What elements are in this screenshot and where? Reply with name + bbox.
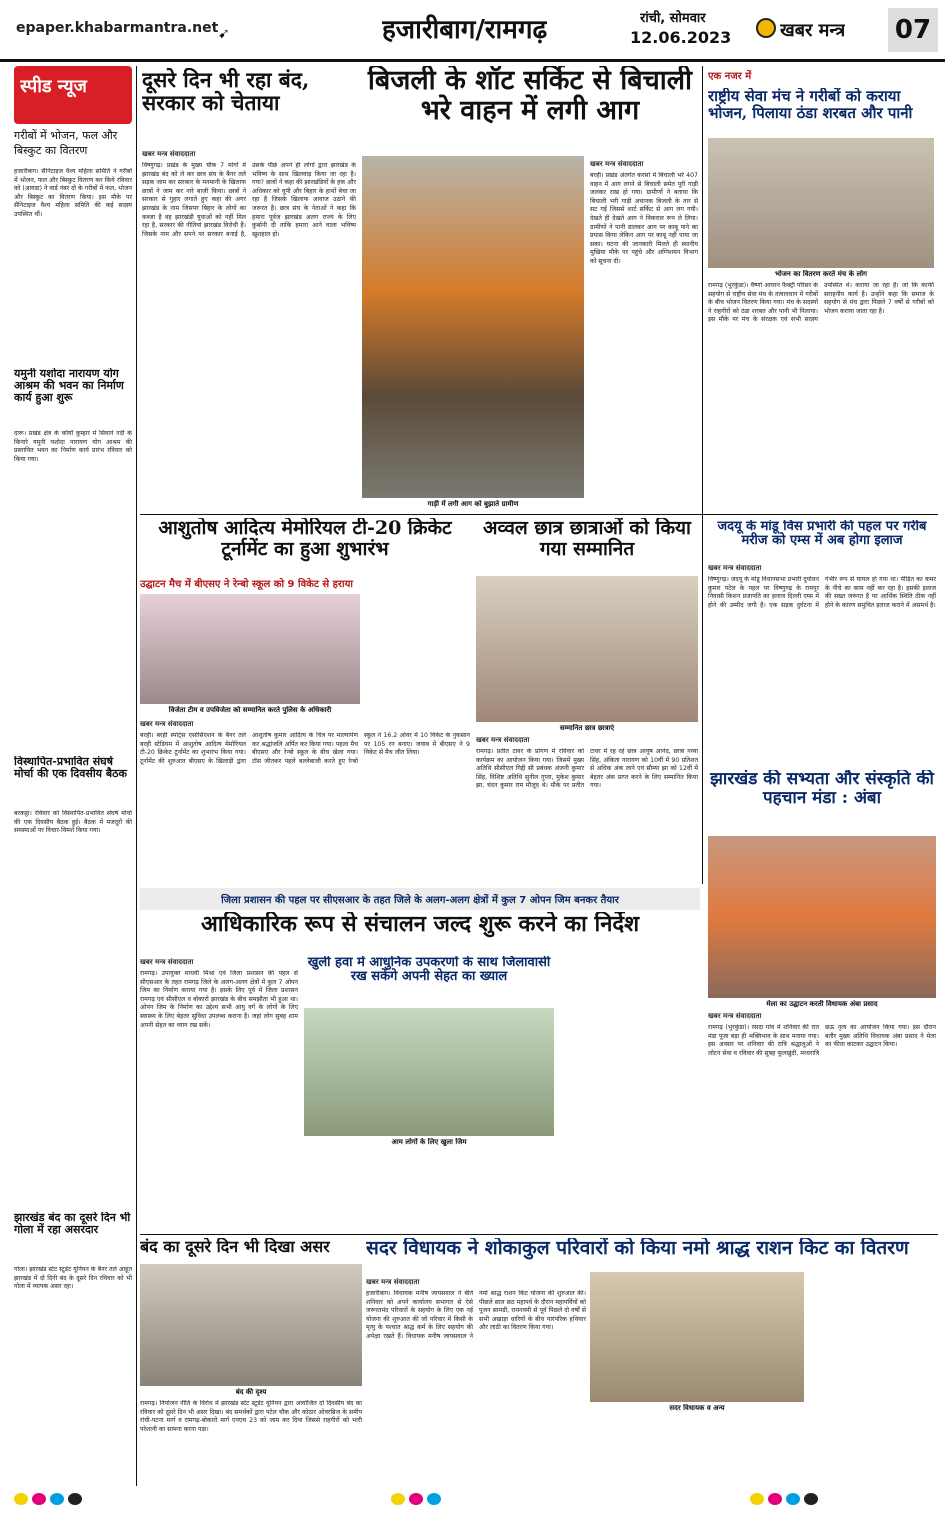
story-1-byline: खबर मन्त्र संवाददाता: [142, 150, 196, 158]
brand-name: खबर मन्त्र: [780, 20, 846, 41]
story-6-body: विष्णुगढ़। जदयू के मांडू विधानसभा प्रभारी दुर्योधन कुमार पटेल के पहल पर विष्णुगढ़ के रामपुर निवासी किशन प्रजापति का इलाज दिल्ली एम्स में होने की उम्मीद जगी है। एक सड़क दुर्घटना में गंभीर रूप से घायल हो गया था। पीड़ित का कमर के नीचे का काम नहीं कर रहा है। इसकी इलाज की सख्त जरूरत है पर आर्थिक स्थिति ठीक नहीं होने के कारण समुचित इलाज कराने में असमर्थ है।: [708, 576, 936, 609]
edition-date: 12.06.2023: [630, 28, 732, 47]
story-10-byline: खबर मन्त्र संवाददाता: [366, 1278, 420, 1286]
column-divider: [702, 514, 703, 884]
story-7-byline: खबर मन्त्र संवाददाता: [708, 1012, 762, 1020]
story-1-headline: दूसरे दिन भी रहा बंद, सरकार को चेताया: [142, 68, 310, 116]
speed-news-title-4: झारखंड बंद का दूसरे दिन भी गोला में रहा असरदार: [14, 1212, 131, 1237]
story-8-byline: खबर मन्त्र संवाददाता: [140, 958, 194, 966]
story-4-headline: आशुतोष आदित्य मेमोरियल टी-20 क्रिकेट टूर्नामेंट का हुआ शुभारंभ: [158, 518, 452, 560]
story-3-photo: [708, 138, 934, 268]
column-divider: [136, 66, 137, 1486]
speed-news-badge: [14, 66, 132, 124]
story-3-caption: भोजन का वितरण करते मंच के लोग: [775, 270, 867, 278]
speed-news-label: स्पीड न्यूज: [20, 76, 87, 97]
row-divider: [140, 1234, 938, 1235]
story-8-body: रामगढ़। उपायुक्त माधवी मिश्रा एवं जिला प्रशासन की पहल से सीएसआर के तहत रामगढ़ जिले के अलग-अलग क्षेत्रों में कुल 7 ओपन जिम का निर्माण कराया गया है। इसके लिए पूर्व में जिला प्रशासन रामगढ़ एवं सीसीएल व बोकारो झारखंड के बीच समझौता भी हुआ था। ओपन जिम के निर्माण का उद्देश्य सभी आयु वर्ग के लोगों के लिए स्वास्थ्य के लिए बेहतर सुविधा उपलब्ध कराना है। जहां लोग सुबह शाम अपनी सेहत का ध्यान रख सकें।: [140, 970, 298, 1029]
story-8-caption: आम लोगों के लिए खुला जिम: [391, 1138, 467, 1146]
speed-news-body-3: बरकट्ठा। रविवार को विस्थापित-प्रभावित संघर्ष मोर्चा की एक दिवसीय बैठक हुई। बैठक में मजदूरों की समस्याओं पर विचार-विमर्श किया गया।: [14, 810, 132, 835]
story-2-body: बरही। प्रखंड अंतर्गत करसो में बिचाली भरे 407 वाहन में आग लगने से बिचाली समेत पूरी गाड़ी जलकर राख हो गया। ग्रामीणों ने बताया कि बिचाली भरी गाड़ी अचानक बिजली के तार से सट गई जिससे शार्ट सर्किट से आग लग गयी। देखते ही देखते आग ने विकराल रूप ले लिया। ग्रामीणों ने पानी डालकर आग पर काबू पाने का प्रयास किया लेकिन आग पर काबू नहीं पाया जा सका। घटना की जानकारी मिलते ही स्थानीय मुखिया मौके पर पहुंचे और अग्निशमन विभाग को सूचना दी।: [590, 172, 698, 265]
story-8-subtitle: खुली हवा में आधुनिक उपकरणों के साथ जिलावासी रख सकेंगे अपनी सेहत का ख्याल: [307, 956, 551, 985]
speed-news-column: [14, 128, 132, 1488]
story-4-byline: खबर मन्त्र संवाददाता: [140, 720, 194, 728]
story-10-caption: सदर विधायक व अन्य: [669, 1404, 725, 1412]
story-8-headline: आधिकारिक रूप से संचालन जल्द शुरू करने का निर्देश: [200, 912, 640, 937]
story-4-caption: विजेता टीम व उपविजेता को सम्मानित करते पुलिस के अधिकारी: [168, 706, 332, 714]
story-2-byline: खबर मन्त्र संवाददाता: [590, 160, 644, 168]
story-8-photo: [304, 1008, 554, 1136]
cursor-icon: ➹: [218, 26, 230, 42]
story-5-headline: अव्वल छात्र छात्राओं को किया गया सम्मानित: [483, 518, 691, 560]
story-7-caption: मेला का उद्घाटन करती विधायक अंबा प्रसाद: [766, 1000, 878, 1008]
site-url[interactable]: epaper.khabarmantra.net: [16, 20, 219, 36]
story-2-headline: बिजली के शॉट सर्किट से बिचाली भरे वाहन में लगी आग: [367, 66, 693, 126]
speed-news-body-1: हजारीबाग। सैनिटाइज वैश्य महिला समिति ने गरीबों में भोजन, फल और बिस्कुट वितरण कर किये रविवार को (आयडा) ने वार्ड नंबर दो के गरीबों में फल, भोजन और बिस्कुट का वितरण किया। इस मौके पर सैनिटाइज वैश्य महिला समिति की कई सदस्य उपस्थित थीं।: [14, 168, 132, 218]
story-7-body: रामगढ़ (भुरकुंडा)। रसदा गांव में शनिवार की रात मंडा पूजा बड़ा ही भक्तिभाव के साथ मनाया गया। इस अवसर पर शनिवार की रात्रि श्रद्धालुओं ने लोटन सेवा व रविवार की सुबह फूलखुंदी, मध्यरात्रि छऊ नृत्य का आयोजन किया गया। इस दौरान बतौर मुख्य अतिथि विधायक अंबा प्रसाद ने मेला का फीता काटकर उद्घाटन किया।: [708, 1024, 936, 1057]
story-1-body: विष्णुगढ़। प्रखंड के मुख्य चौक 7 मांगों में झारखंड बंद को ले कर छात्र संघ के बैनर तले सड़क जाम कर सरकार के मनमानी के खिलाफ छात्रों ने जाम कर नारे बाजी किया। छात्रों ने सरकार से गुहार लगाते हुए कहा की अगर झारखंड के नाम जिसपर बिहार के लोगों का कब्जा है वह झारखंडी युवाओं को नहीं मिल रहा है, सरकार की नीतियां झारखंड विरोधी हैं। जिसके नाम और सपने पर सरकार बनाई है, उसके पीछे अपने ही लोगों द्वारा झारखंड के भविष्य के साथ खिलवाड़ किया जा रहा है। गया? छात्रों ने कहा की झारखंडियों के हक और अधिकार को यूपी और बिहार के हाथों बेचा जा रहा है जिसके खिलाफ आवाज उठाने की जरूरत है। छात्र संघ के नेताओं ने कहा कि हमारा पूर्वज झारखंड अलग राज्य के लिए कुर्बानी दी ताकि हमारा आने वाला भविष्य खुशहाल हो।: [142, 162, 356, 238]
row-divider: [140, 514, 938, 515]
registration-marks: [14, 1490, 934, 1510]
story-8-kicker-band: [140, 888, 700, 910]
story-8-body-cont: [560, 956, 700, 1230]
story-7-photo: [708, 836, 936, 998]
story-5-body: रामगढ़। प्रतीत टावर के प्रांगण में रविवार को कार्यक्रम का आयोजन किया गया। जिसमें मुख्य अतिथि सीसीएल गिद्दी सी प्रबंधक अंजनी कुमार सिंह, विशिष्ट अतिथि सुनील गुप्ता, मुकेश कुमार झा, चंदन कुमार राम मौजूद थे। मौके पर प्रतीत टावर में रह रहे छात्र आयुष आनंद, छात्रा नव्या सिंह, अंकिता नारायण को 10वीं में 90 प्रतिशत से अधिक अंक लाने एवं सौम्या झा को 12वीं में बेहतर अंक प्राप्त करने के लिए सम्मानित किया गया।: [476, 748, 698, 790]
brand-logo-icon: [756, 18, 776, 38]
story-4-photo: [140, 594, 360, 704]
story-6-byline: खबर मन्त्र संवाददाता: [708, 564, 762, 572]
story-2-photo: [362, 156, 584, 498]
speed-news-title-2: यमुनी यशोदा नारायण योग आश्रम की भवन का निर्माण कार्य हुआ शुरू: [14, 368, 124, 405]
story-4-subtitle: उद्घाटन मैच में बीएसए ने रेन्बो स्कूल को 9 विकेट से हराया: [140, 579, 353, 590]
section-title: हजारीबाग/रामगढ़: [382, 15, 548, 45]
speed-news-body-2: दारू। प्रखंड क्षेत्र के कोंयाँ कुम्हार में सिवाने नदी के किनारे यमुनी यशोदा नारायण योग आश्रम की प्रस्तावित भवन का निर्माण कार्य प्रारंभ रविवार को किया गया।: [14, 430, 132, 463]
story-5-photo: [476, 576, 698, 722]
story-6-headline: जदयू के मांडू विस प्रभारी की पहल पर गरीब मरीज को एम्स में अब होगा इलाज: [717, 520, 927, 549]
speed-news-body-4: गोला। झारखंड स्टेट स्टूडेंट यूनियन के बैनर तले आहूत झारखंड में दो दिनी बंद के दूसरे दिन रविवार को भी गोला में व्यापक असर रहा।: [14, 1266, 132, 1291]
story-2-caption: गाड़ी में लगी आग को बुझाते ग्रामीण: [427, 500, 519, 508]
edition-city: रांची, सोमवार: [640, 11, 706, 26]
page-number: 07: [888, 8, 938, 52]
story-10-body: हजारीबाग। विधायक मनीष जायसवाल ने बीते शनिवार को अपने कार्यालय सभागार से ऐसे जरूरतमंद परिवारों के सहयोग के लिए एक नई योजना की शुरुआत की जो परिवार में किसी के मृत्यु के पश्चात श्राद्ध कर्म के लिए सहयोग की अपेक्षा रखते हैं। विधायक मनीष जायसवाल ने नमो श्राद्ध राशन किट योजना की शुरुआत की। पीछले साल छठ महापर्व के दौरान महापर्वियों को पूजन सामग्री, रामनवमी से पूर्व पिछले दो वर्षों से सभी अखाड़ा धारियों के बीच पारंपरिक हथियार और लाठी का वितरण किया गया।: [366, 1290, 586, 1340]
story-4-body: बरही। बरही स्पोर्ट्स एसोसिएशन के बैनर तले बरही स्टेडियम में आशुतोष आदित्य मेमोरियल टी-20 क्रिकेट टूर्नामेंट का शुभारंभ किया गया। टूर्नामेंट की शुरुआत बीएसए के खिलाड़ी द्वारा आशुतोष कुमार आदित्य के चित्र पर माल्यार्पण कर श्रद्धांजलि अर्पित कर किया गया। पहला मैच बीएसए और रेन्बो स्कूल के बीच खेला गया। टॉस जीतकर पहले बल्लेबाजी करते हुए रेन्बो स्कूल ने 16.2 ओवर में 10 विकेट के नुकसान पर 105 रन बनाए। जवाब में बीएसए ने 9 विकेट से मैच जीत लिया।: [140, 732, 470, 765]
story-5-caption: सम्मानित छात्र छात्राएं: [559, 724, 615, 732]
story-7-headline: झारखंड की सभ्यता और संस्कृति की पहचान मंडा : अंबा: [710, 770, 934, 808]
speed-news-title-1: गरीबों में भोजन, फल और बिस्कुट का वितरण: [14, 129, 118, 157]
column-divider: [702, 66, 703, 516]
story-10-body-cont: [808, 1272, 938, 1470]
story-10-headline: सदर विधायक ने शोकाकुल परिवारों को किया नमो श्राद्ध राशन किट का वितरण: [366, 1238, 909, 1259]
story-10-photo: [590, 1272, 804, 1402]
speed-news-title-3: विस्थापित-प्रभावित संघर्ष मोर्चा की एक दिवसीय बैठक: [14, 756, 127, 781]
story-3-tag: एक नजर में: [708, 71, 752, 82]
story-8-kicker: जिला प्रशासन की पहल पर सीएसआर के तहत जिले के अलग-अलग क्षेत्रों में कुल 7 ओपन जिम बनकर तैयार: [221, 895, 619, 906]
story-9-body: रामगढ़। नियोजन नीति के विरोध में झारखंड स्टेट स्टूडेंट यूनियन द्वारा आयोजित दो दिवसीय बंद का रविवार को दूसरे दिन भी असर दिखा। बंद समर्थकों द्वारा पटेल चौक और कोठार ओवरब्रिज के समीप रांची-पटना मार्ग व रामगढ़-बोकारो मार्ग एनएच 23 को जाम कर दिया जिससे राहगीरों को भारी परेशानी का सामना करना पड़ा।: [140, 1400, 362, 1433]
story-9-headline: बंद का दूसरे दिन भी दिखा असर: [140, 1238, 330, 1256]
story-3-headline: राष्ट्रीय सेवा मंच ने गरीबों को कराया भोजन, पिलाया ठंडा शरबत और पानी: [708, 88, 913, 122]
story-3-body: रामगढ़ (भुरकुंडा)। वैष्णो आयरन फैक्ट्री परिसर के सहयोग से राष्ट्रीय सेवा मंच के तत्वावधान में गरीबों के बीच भोजन वितरण किया गया। मंच के सदस्यों ने राहगीरों को ठंडा शरबत और पानी भी पिलाया। इस मौके पर मंच के संरक्षक एवं सभी सदस्य उपस्थित थे। कराया जा रहा है। जो कि काफी सराहनीय कार्य है। उन्होंने कहा कि समाज के सहयोग से मंच द्वारा पिछले 7 वर्षों से गरीबों को भोजन कराया जाता रहा है।: [708, 282, 934, 324]
story-5-byline: खबर मन्त्र संवाददाता: [476, 736, 530, 744]
page-header: [0, 0, 945, 62]
story-9-caption: बंद की दृश्य: [235, 1388, 267, 1396]
story-9-photo: [140, 1264, 362, 1386]
